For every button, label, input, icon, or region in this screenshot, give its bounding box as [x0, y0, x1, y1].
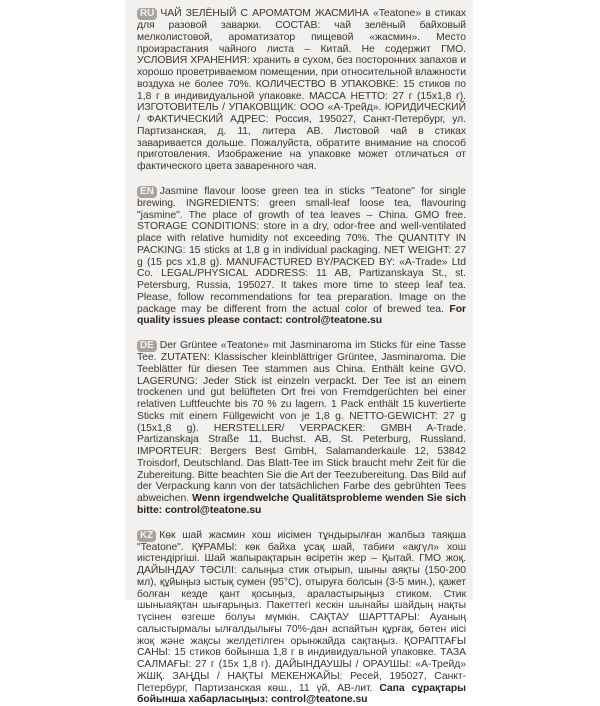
section-kz-text: Көк шай жасмин хош иісімен тұндырылған жалбыз таяқша "Teatone". ҚҰРАМЫ: көк байха ұсақ шай, табиғи «ақгүл» хош иістендіргіші. Шай жапырақтарын өсіретін жер – Қытай. ГМО жоқ. ДАЙЫНДАУ ТӘСІЛІ: салыңыз стик отырып, шыны аяқты (150-200 мл), құйыңыз ыстық сумен (95°С), отыруға болсын (3-5 мин.), қажет болған кезде қант қосыңыз, араластырыңыз стиком. Стик шыныаяқтан шығарыңыз. Пакеттегі кескін шынайы шайдың нақты түсінен өзгеше болуы мүмкін. САҚТАУ ШАРТТАРЫ: Ауаның салыстырмалы ылғалдылығы 70%-дан аспайтын құрғақ, бөтен иісі жоқ және жақсы желдетілген орынжайда сақтаңыз. ҚОРАПТАҒЫ САНЫ: 15 стиков бойынша 1,8 г в индивидуальной упаковке. ТАЗА САЛМАҒЫ: 27 г (15х 1,8 г). ДАЙЫНДАУШЫ / ОРАУШЫ: «А-Трейд» ЖШҚ. ЗАҢДЫ / НАҚТЫ МЕКЕНЖАЙЫ: Ресей, 195027, Санкт-Петербург, Партизанская көш., 11 үй, АВ-лит. — [137, 530, 466, 694]
section-kz — [137, 530, 466, 706]
section-de-email: control@teatone.su — [165, 505, 261, 516]
section-kz-quality-contact: Сапа сұрақтары бойынша хабарласыңыз: — [137, 683, 466, 706]
language-badge-de: DE — [137, 340, 157, 352]
language-badge-en: EN — [137, 186, 157, 198]
language-badge-ru: RU — [137, 8, 157, 20]
language-badge-kz: KZ — [137, 530, 156, 542]
section-ru — [137, 8, 466, 173]
section-ru-text: ЧАЙ ЗЕЛЁНЫЙ С АРОМАТОМ ЖАСМИНА «Teatone» в стиках для разовой заварки. СОСТАВ: чай зелёный байховый мелколистовой, ароматизатор пищевой «жасмин». Место произрастания чайного листа – Китай. Не содержит ГМО. УСЛОВИЯ ХРАНЕНИЯ: хранить в сухом, без посторонних запахов и хорошо проветриваемом помещении, при относительной влажности воздуха не более 70%. КОЛИЧЕСТВО В УПАКОВКЕ: 15 стиков по 1,8 г в индивидуальной упаковке. МАССА НЕТТО: 27 г (15х1,8 г). ИЗГОТОВИТЕЛЬ / УПАКОВЩИК: ООО «А-Трейд». ЮРИДИЧЕСКИЙ / ФАКТИЧЕСКИЙ АДРЕС: Россия, 195027, Санкт-Петербург, ул. Партизанская, д. 11, литера АВ. Листовой чай в стиках заваривается дольше. Пожалуйста, обратите внимание на способ приготовления. Изображение на упаковке может отличаться от фактического цвета заваренного чая. — [137, 8, 466, 172]
page-margin-right — [473, 0, 600, 600]
section-en-quality-contact: For quality issues please contact: — [137, 304, 466, 327]
section-en — [137, 186, 466, 327]
section-de-quality-contact: Wenn irgendwelche Qualitätsprobleme wenden Sie sich bitte: — [137, 493, 466, 516]
section-de-text: Der Grüntee «Teatone» mit Jasminaroma im Sticks für eine Tasse Tee. ZUTATEN: Klassischer kleinblättriger Grüntee, Jasminaroma. Die Teeblätter für diesen Tee stammen aus China. Enthält keine GVO. LAGERUNG: Jeder Stick ist einzeln verpackt. Der Tee ist an einem trockenen und gut belüfteten Ort frei von Fremdgerüchten bei einer relativen Luftfeuchte bis 70 % zu lagern. 1 Pack enthält 15 kuvertierte Sticks mit einem Füllgewicht von je 1,8 g. NETTO-GEWICHT: 27 g (15x1,8 g). HERSTELLER/ VERPACKER: GMBH A-Trade. Partizanskaja Straße 11, Buchst. AB, St. Peterburg, Russland. IMPORTEUR: Bergers Best GmbH, Salamanderkaule 12, 53842 Troisdorf, Deutschland. Das Blatt-Tee im Stick braucht mehr Zeit für die Zubereitung. Bitte beachten Sie die Art der Teezubereitung. Das Bild auf der Verpackung kann von der tatsächlichen Farbe des gebrühten Tees abweichen. — [137, 340, 466, 504]
section-kz-email: control@teatone.su — [271, 694, 367, 705]
label-text-column — [137, 8, 466, 706]
section-en-text: Jasmine flavour loose green tea in sticks "Teatone" for single brewing. INGREDIENTS: green small-leaf loose tea, flavouring "jasmine". The place of growth of tea leaves – China. GMO free. STORAGE CONDITIONS: store in a dry, odor-free and well-ventilated place with relative humidity not exceeding 70%. The QUANTITY IN PACKING: 15 sticks at 1,8 g in individual packaging. NET WEIGHT: 27 g (15 pcs x1,8 g). MANUFACTURED BY/PACKED BY: «A-Trade» Ltd Co. LEGAL/PHYSICAL ADDRESS: 11 AB, Partizanskaya St., st. Petersburg, Russia, 195027. It takes more time to steep leaf tea. Please, follow recommendations for tea preparation. Image on the package may be different from the actual color of brewed tea. — [137, 186, 466, 315]
section-en-email: control@teatone.su — [286, 315, 382, 326]
section-de — [137, 340, 466, 517]
